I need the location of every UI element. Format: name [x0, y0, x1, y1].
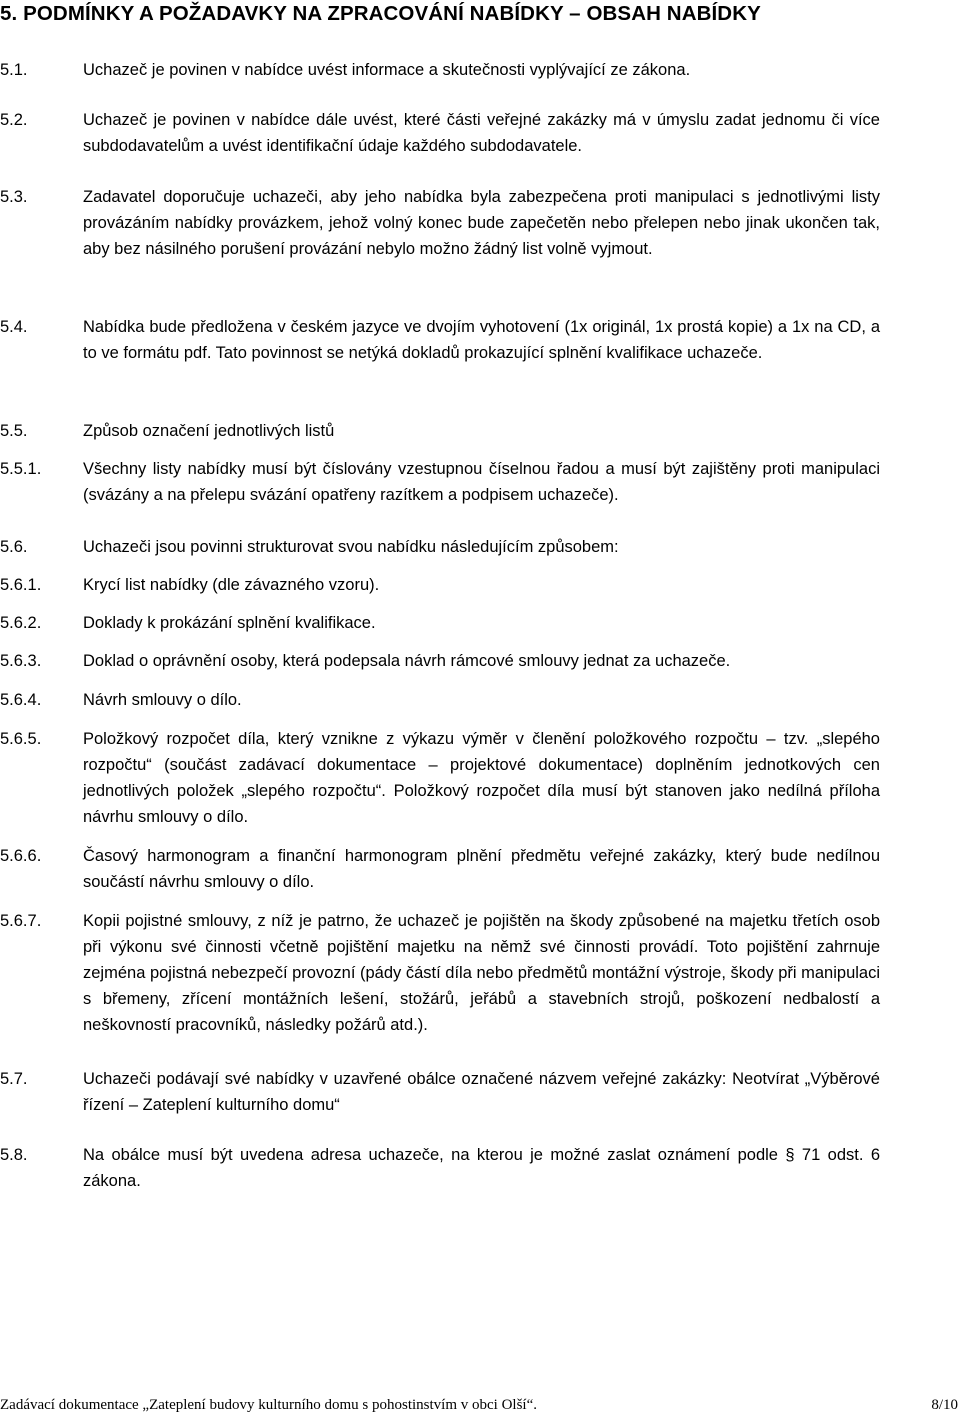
item-number: 5.5.1.: [0, 460, 42, 478]
item-number: 5.6.: [0, 538, 28, 556]
item-number: 5.6.4.: [0, 691, 42, 709]
list-item: [0, 456, 880, 508]
list-item: [0, 1066, 880, 1118]
item-text: Uchazeči jsou povinni strukturovat svou nabídku následujícím způsobem:: [83, 538, 619, 556]
item-text: Uchazeči podávají své nabídky v uzavřené obálce označené názvem veřejné zakázky: Neotvírat „Výběrové řízení – Zateplení kulturního domu“: [83, 1070, 880, 1114]
item-text: Nabídka bude předložena v českém jazyce ve dvojím vyhotovení (1x originál, 1x prostá kopie) a 1x na CD, a to ve formátu pdf. Tato povinnost se netýká dokladů prokazující splnění kvalifikace uchazeče.: [83, 318, 880, 362]
item-number: 5.1.: [0, 61, 28, 79]
item-number: 5.2.: [0, 111, 28, 129]
list-item: [0, 418, 880, 444]
item-number: 5.6.7.: [0, 912, 42, 930]
list-item: [0, 843, 880, 895]
item-number: 5.6.6.: [0, 847, 42, 865]
item-number: 5.6.5.: [0, 730, 42, 748]
list-item: [0, 534, 880, 560]
item-text: Časový harmonogram a finanční harmonogram plnění předmětu veřejné zakázky, který bude nedílnou součástí návrhu smlouvy o dílo.: [83, 847, 880, 891]
item-text: Krycí list nabídky (dle závazného vzoru).: [83, 576, 380, 594]
item-number: 5.6.1.: [0, 576, 42, 594]
list-item: [0, 908, 880, 1038]
list-item: [0, 687, 880, 713]
item-text: Zadavatel doporučuje uchazeči, aby jeho nabídka byla zabezpečena proti manipulaci s jednotlivými listy provázáním nabídky provázkem, jehož volný konec bude zapečetěn nebo přelepen nebo jinak ukončen tak, aby bez násilného porušení provázání nebylo možno žádný list volně vyjmout.: [83, 188, 880, 258]
item-number: 5.7.: [0, 1070, 28, 1088]
item-text: Kopii pojistné smlouvy, z níž je patrno, že uchazeč je pojištěn na škody způsobené na majetku třetích osob při výkonu své činnosti včetně pojištění majetku na němž své činnosti provádí. Toto pojištění zahrnuje zejména pojistná nebezpečí provozní (pády částí díla nebo předmětů montážní výstroje, škody při manipulaci s břemeny, zřícení montážních lešení, stožárů, jeřábů a stavebních strojů, poškození nedbalostí a neškovností pracovníků, následky požárů atd.).: [83, 912, 881, 1034]
list-item: [0, 610, 880, 636]
item-number: 5.5.: [0, 422, 28, 440]
item-text: Doklady k prokázání splnění kvalifikace.: [83, 614, 376, 632]
list-item: [0, 726, 880, 830]
item-text: Všechny listy nabídky musí být číslovány vzestupnou číselnou řadou a musí být zajištěny proti manipulaci (svázány a na přelepu svázání opatřeny razítkem a podpisem uchazeče).: [83, 460, 880, 504]
item-text: Na obálce musí být uvedena adresa uchazeče, na kterou je možné zaslat oznámení podle § 71 odst. 6 zákona.: [83, 1146, 880, 1190]
item-number: 5.6.3.: [0, 652, 42, 670]
list-item: [0, 314, 880, 366]
item-text: Způsob označení jednotlivých listů: [83, 422, 335, 440]
list-item: [0, 648, 880, 674]
item-text: Návrh smlouvy o dílo.: [83, 691, 242, 709]
item-number: 5.8.: [0, 1146, 28, 1164]
section-heading: 5. PODMÍNKY A POŽADAVKY NA ZPRACOVÁNÍ NABÍDKY – OBSAH NABÍDKY: [0, 2, 761, 25]
page-footer: [0, 1397, 960, 1417]
list-item: [0, 572, 880, 598]
item-number: 5.6.2.: [0, 614, 42, 632]
item-number: 5.3.: [0, 188, 28, 206]
list-item: [0, 184, 880, 262]
page-number: 8/10: [931, 1397, 958, 1413]
item-text: Doklad o oprávnění osoby, která podepsala návrh rámcové smlouvy jednat za uchazeče.: [83, 652, 731, 670]
item-number: 5.4.: [0, 318, 28, 336]
list-item: [0, 1142, 880, 1194]
item-text: Položkový rozpočet díla, který vznikne z výkazu výměr v členění položkového rozpočtu – tzv. „slepého rozpočtu“ (součást zadávací dokumentace – projektové dokumentace) doplněním jednotkových cen jednotlivých položek „slepého rozpočtu“. Položkový rozpočet díla musí být stanoven jako nedílná příloha návrhu smlouvy o dílo.: [83, 730, 880, 826]
item-text: Uchazeč je povinen v nabídce uvést informace a skutečnosti vyplývající ze zákona.: [83, 61, 691, 79]
list-item: [0, 57, 880, 83]
item-text: Uchazeč je povinen v nabídce dále uvést, které části veřejné zakázky má v úmyslu zadat jednomu či více subdodavatelům a uvést identifikační údaje každého subdodavatele.: [83, 111, 880, 155]
list-item: [0, 107, 880, 159]
footer-text: Zadávací dokumentace „Zateplení budovy kulturního domu s pohostinstvím v obci Olší“.: [0, 1397, 537, 1413]
